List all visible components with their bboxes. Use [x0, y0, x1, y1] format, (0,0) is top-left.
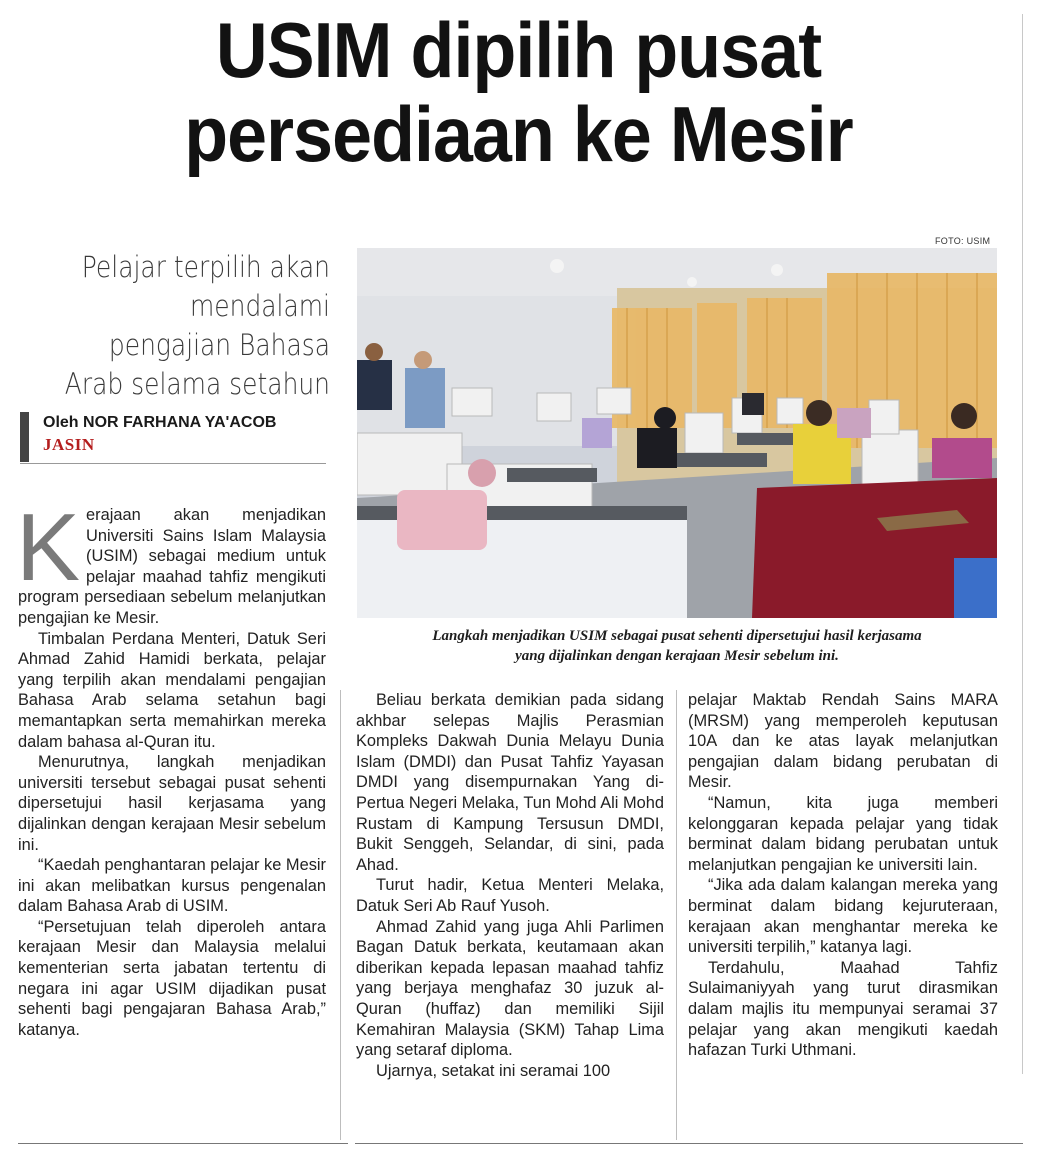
article-column-1 [16, 494, 326, 1040]
article-column-3 [688, 690, 998, 1061]
article-photo [357, 248, 997, 618]
paragraph: “Kaedah penghantaran pelajar ke Mesir ini akan melibatkan kursus pengenalan dalam Bahasa Arab di USIM. [18, 856, 326, 916]
column-divider [676, 690, 677, 1140]
byline [20, 412, 326, 462]
paragraph: Turut hadir, Ketua Menteri Melaka, Datuk Seri Ab Rauf Yusoh. [356, 876, 664, 915]
paragraph: pelajar Maktab Rendah Sains MARA (MRSM) yang memperoleh keputusan 10A dan ke atas layak melanjutkan pengajian dalam bidang perubatan di Mesir. [688, 691, 998, 792]
dropcap: K [16, 494, 81, 601]
author-name: NOR FARHANA YA'ACOB [83, 414, 277, 431]
bottom-rule [18, 1143, 348, 1144]
bottom-rule [355, 1143, 1023, 1144]
headline-line-1: USIM dipilih pusat [215, 6, 822, 94]
paragraph: “Persetujuan telah diperoleh antara kerajaan Mesir dan Malaysia melalui kementerian serta jabatan tertentu di negara ini agar USIM dijadikan pusat sehenti bagi pengajaran Bahasa Arab,” katanya. [18, 917, 326, 1039]
caption-line-2: yang dijalinkan dengan kerajaan Mesir sebelum ini. [515, 648, 839, 664]
byline-divider [20, 463, 326, 464]
paragraph: Timbalan Perdana Menteri, Datuk Seri Ahmad Zahid Hamidi berkata, pelajar yang terpilih akan mendalami pengajian Bahasa Arab selama setahun bagi memantapkan serta memahirkan mereka dalam bahasa al-Quran itu. [18, 629, 326, 751]
paragraph: “Namun, kita juga memberi kelonggaran kepada pelajar yang tidak berminat dalam bidang perubatan untuk melanjutkan pengajian ke universiti lain. [688, 793, 998, 874]
paragraph: Beliau berkata demikian pada sidang akhbar selepas Majlis Perasmian Kompleks Dakwah Dunia Melayu Dunia Islam (DMDI) dan Pusat Tahfiz Yayasan DMDI yang disempurnakan Yang di-Pertua Negeri Melaka, Tun Mohd Ali Mohd Rustam di Kampung Tersusun DMDI, Bukit Senggeh, Selandar, di sini, pada Ahad. [356, 691, 664, 874]
classroom-photo-illustration [357, 248, 997, 618]
paragraph: Menurutnya, langkah menjadikan universiti tersebut sebagai pusat sehenti dipersetujui hasil kerjasama yang dijalinkan dengan kerajaan Mesir sebelum ini. [18, 753, 326, 854]
headline-line-2: persediaan ke Mesir [184, 90, 853, 178]
dateline-location: JASIN [43, 435, 95, 454]
photo-caption [357, 626, 997, 666]
byline-prefix: Oleh [43, 414, 79, 431]
paragraph: Ahmad Zahid yang juga Ahli Parlimen Bagan Datuk berkata, keutamaan akan diberikan kepada lepasan maahad tahfiz yang berjaya menghafaz 30 juzuk al-Quran (huffaz) dan memiliki Sijil Kemahiran Malaysia (SKM) Tahap Lima yang setaraf diploma. [356, 917, 664, 1060]
standfirst: Pelajar terpilih akan mendalami pengajian Bahasa Arab selama setahun [64, 250, 331, 401]
paragraph: erajaan akan menjadikan Universiti Sains Islam Malaysia (USIM) sebagai medium untuk pelajar maahad tahfiz mengikuti program persediaan sebelum melanjutkan pengajian ke Mesir. [18, 506, 326, 627]
photo-credit: FOTO: USIM [935, 236, 991, 246]
page-edge-rule [1022, 14, 1023, 1074]
paragraph: Ujarnya, setakat ini seramai 100 [376, 1061, 611, 1080]
caption-line-1: Langkah menjadikan USIM sebagai pusat sehenti dipersetujui hasil kerjasama [432, 628, 922, 644]
column-divider [340, 690, 341, 1140]
headline [41, 8, 995, 176]
byline-author [43, 412, 326, 434]
paragraph: Terdahulu, Maahad Tahfiz Sulaimaniyyah yang turut dirasmikan dalam majlis itu mempunyai seramai 37 pelajar yang akan mengikuti kaedah hafazan Turki Uthmani. [688, 958, 998, 1060]
article-column-2 [356, 690, 664, 1081]
paragraph: “Jika ada dalam kalangan mereka yang berminat dalam bidang kejuruteraan, kerajaan akan menghantar mereka ke universiti terpilih,” katanya lagi. [688, 876, 998, 957]
